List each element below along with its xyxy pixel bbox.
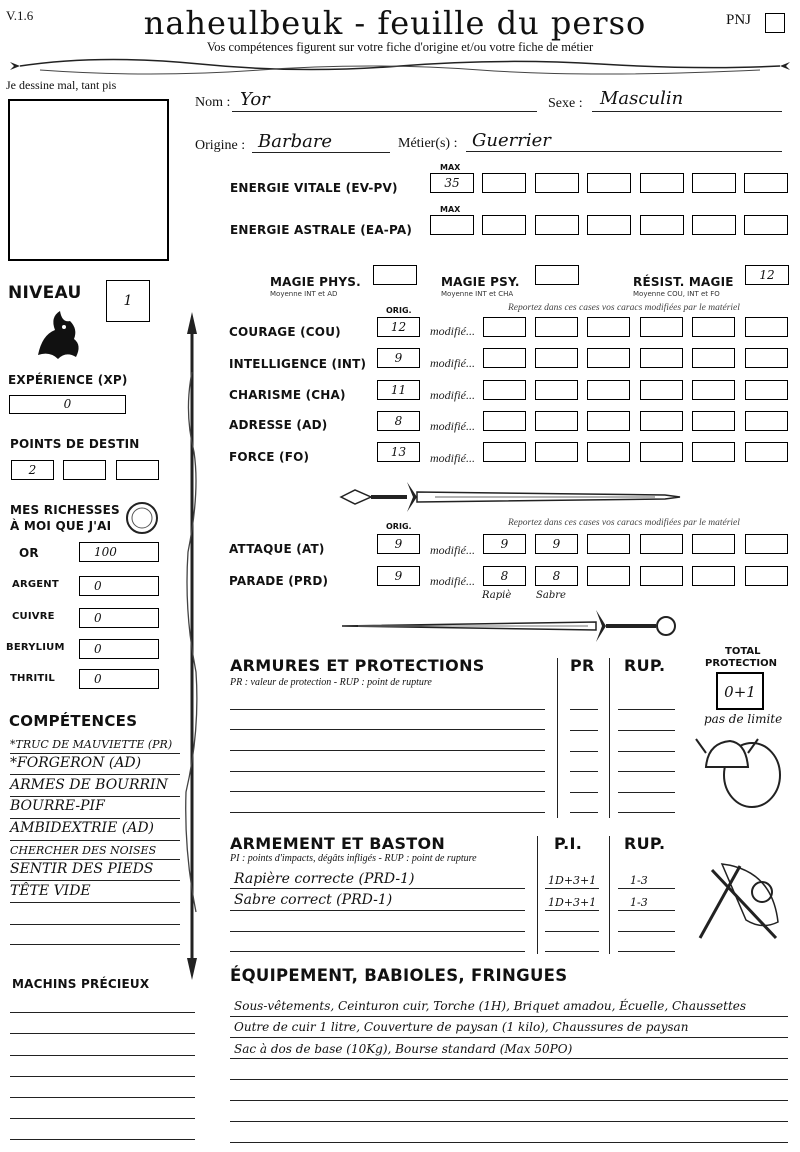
carac-mod-box[interactable] bbox=[640, 442, 683, 462]
metier-label: Métier(s) : bbox=[398, 136, 458, 151]
sword-icon bbox=[335, 480, 685, 514]
attaque-value: 9 bbox=[394, 537, 403, 551]
armement-pi-label: P.I. bbox=[554, 834, 583, 853]
charisme-value: 11 bbox=[390, 383, 407, 397]
parade-mod-box[interactable] bbox=[692, 566, 735, 586]
modifie-label: modifié... bbox=[430, 419, 475, 433]
adresse-box[interactable] bbox=[377, 411, 420, 431]
armures-rup-label: RUP. bbox=[624, 656, 666, 675]
destin-box[interactable] bbox=[63, 460, 106, 480]
destin-value: 2 bbox=[28, 463, 37, 477]
origine-value[interactable]: Barbare bbox=[258, 131, 333, 152]
page-title: naheulbeuk - feuille du perso bbox=[143, 4, 647, 42]
parade-box[interactable] bbox=[377, 566, 420, 586]
charisme-label: CHARISME (CHA) bbox=[229, 388, 346, 402]
attaque-mod-box[interactable] bbox=[692, 534, 735, 554]
attaque-mod-value: 9 bbox=[500, 537, 509, 551]
berylium-box[interactable] bbox=[79, 639, 159, 659]
carac-mod-box[interactable] bbox=[692, 380, 735, 400]
armement-rup-label: RUP. bbox=[624, 834, 666, 853]
parade-mod-value: 8 bbox=[500, 569, 509, 583]
ev-box[interactable] bbox=[744, 173, 788, 193]
col-sabre-label: Sabre bbox=[536, 590, 566, 601]
weapon-pi[interactable]: 1D+3+1 bbox=[548, 874, 597, 887]
carac-mod-box[interactable] bbox=[692, 348, 735, 368]
spear-icon bbox=[180, 312, 204, 980]
competence-item[interactable]: ARMES DE BOURRIN bbox=[10, 777, 168, 793]
carac-mod-box[interactable] bbox=[587, 411, 630, 431]
competence-item[interactable]: *FORGERON (AD) bbox=[10, 755, 142, 771]
helmet-shield-icon bbox=[694, 727, 786, 815]
xp-label: EXPÉRIENCE (XP) bbox=[8, 373, 128, 387]
ea-box[interactable] bbox=[535, 215, 579, 235]
competence-item[interactable]: AMBIDEXTRIE (AD) bbox=[10, 820, 155, 836]
ev-max-value: 35 bbox=[444, 176, 460, 190]
carac-mod-box[interactable] bbox=[745, 317, 788, 337]
magie-psy-sub: Moyenne INT et CHA bbox=[441, 290, 514, 298]
ev-box[interactable] bbox=[482, 173, 526, 193]
niveau-value: 1 bbox=[123, 293, 133, 309]
magie-phys-sub: Moyenne INT et AD bbox=[270, 290, 338, 298]
competence-item[interactable]: CHERCHER DES NOISES bbox=[10, 844, 157, 857]
attaque-mod-box[interactable] bbox=[745, 534, 788, 554]
competence-item[interactable]: SENTIR DES PIEDS bbox=[10, 861, 154, 877]
or-label: OR bbox=[19, 546, 39, 560]
thritil-box[interactable] bbox=[79, 669, 159, 689]
name-value[interactable]: Yor bbox=[240, 89, 270, 110]
modifie-label: modifié... bbox=[430, 356, 475, 370]
weapons-icon bbox=[692, 860, 786, 946]
equipement-line[interactable]: Sous-vêtements, Ceinturon cuir, Torche (1H), Briquet amadou, Écuelle, Chaussettes bbox=[234, 999, 747, 1013]
armures-label: ARMURES ET PROTECTIONS bbox=[230, 656, 485, 675]
argent-label: ARGENT bbox=[12, 579, 59, 590]
thritil-value: 0 bbox=[94, 672, 102, 686]
competence-item[interactable]: BOURRE-PIF bbox=[10, 798, 105, 814]
carac-mod-box[interactable] bbox=[640, 317, 683, 337]
armement-label: ARMEMENT ET BASTON bbox=[230, 834, 446, 853]
no-limit-label: pas de limite bbox=[704, 712, 783, 726]
competence-item[interactable]: TÊTE VIDE bbox=[10, 883, 91, 899]
weapon-rup[interactable]: 1-3 bbox=[630, 896, 648, 909]
charisme-box[interactable] bbox=[377, 380, 420, 400]
resist-magie-label: RÉSIST. MAGIE bbox=[633, 275, 734, 289]
dragon-icon bbox=[30, 305, 85, 365]
carac-mod-box[interactable] bbox=[483, 380, 526, 400]
carac-note: Reportez dans ces cases vos caracs modifiées par le matériel bbox=[508, 303, 740, 313]
total-protection-box[interactable] bbox=[716, 672, 764, 710]
cuivre-value: 0 bbox=[94, 611, 102, 625]
equipement-line[interactable]: Outre de cuir 1 litre, Couverture de paysan (1 kilo), Chaussures de paysan bbox=[234, 1020, 689, 1034]
competence-item[interactable]: *TRUC DE MAUVIETTE (PR) bbox=[10, 738, 173, 751]
carac-mod-box[interactable] bbox=[692, 442, 735, 462]
ev-box[interactable] bbox=[587, 173, 631, 193]
sexe-label: Sexe : bbox=[548, 96, 583, 111]
modifie-label: modifié... bbox=[430, 543, 475, 557]
sexe-value[interactable]: Masculin bbox=[600, 88, 684, 109]
force-label: FORCE (FO) bbox=[229, 450, 310, 464]
attaque-mod-box[interactable] bbox=[535, 534, 578, 554]
metier-value[interactable]: Guerrier bbox=[472, 130, 551, 151]
parade-mod-box[interactable] bbox=[640, 566, 683, 586]
ev-box[interactable] bbox=[640, 173, 684, 193]
adresse-value: 8 bbox=[394, 414, 403, 428]
adresse-label: ADRESSE (AD) bbox=[229, 418, 328, 432]
force-box[interactable] bbox=[377, 442, 420, 462]
intelligence-label: INTELLIGENCE (INT) bbox=[229, 357, 367, 371]
magie-phys-label: MAGIE PHYS. bbox=[270, 275, 361, 289]
carac-mod-box[interactable] bbox=[483, 442, 526, 462]
attaque-label: ATTAQUE (AT) bbox=[229, 542, 325, 556]
carac-mod-box[interactable] bbox=[745, 380, 788, 400]
competences-label: COMPÉTENCES bbox=[9, 712, 138, 730]
total-protection-value: 0+1 bbox=[724, 683, 756, 701]
carac-mod-box[interactable] bbox=[535, 317, 578, 337]
carac-mod-box[interactable] bbox=[745, 442, 788, 462]
total-label-1: TOTAL bbox=[725, 646, 761, 657]
niveau-label: NIVEAU bbox=[8, 283, 82, 303]
ev-box[interactable] bbox=[535, 173, 579, 193]
ea-label: ENERGIE ASTRALE (EA-PA) bbox=[230, 223, 413, 237]
magie-psy-box[interactable] bbox=[535, 265, 579, 285]
cuivre-label: CUIVRE bbox=[12, 611, 55, 622]
destin-label: POINTS DE DESTIN bbox=[10, 437, 140, 451]
col-rapiere-label: Rapiè bbox=[482, 590, 512, 601]
courage-value: 12 bbox=[390, 320, 407, 334]
or-value: 100 bbox=[94, 545, 117, 559]
resist-magie-box[interactable] bbox=[745, 265, 789, 285]
destin-box[interactable] bbox=[116, 460, 159, 480]
ea-max-label: MAX bbox=[440, 205, 461, 214]
carac-mod-box[interactable] bbox=[535, 411, 578, 431]
carac-mod-box[interactable] bbox=[640, 380, 683, 400]
attaque-mod-box[interactable] bbox=[587, 534, 630, 554]
argent-box[interactable] bbox=[79, 576, 159, 596]
carac-mod-box[interactable] bbox=[535, 442, 578, 462]
portrait-box[interactable] bbox=[8, 99, 169, 261]
carac-mod-box[interactable] bbox=[535, 380, 578, 400]
ev-box[interactable] bbox=[692, 173, 736, 193]
parade-mod-value: 8 bbox=[552, 569, 561, 583]
carac-mod-box[interactable] bbox=[640, 411, 683, 431]
combat-note: Reportez dans ces cases vos caracs modifiées par le matériel bbox=[508, 518, 740, 528]
carac-mod-box[interactable] bbox=[745, 348, 788, 368]
carac-mod-box[interactable] bbox=[587, 348, 630, 368]
resist-magie-sub: Moyenne COU, INT et FO bbox=[633, 290, 720, 298]
equipement-label: ÉQUIPEMENT, BABIOLES, FRINGUES bbox=[230, 966, 568, 985]
pnj-checkbox[interactable] bbox=[765, 13, 785, 33]
carac-mod-box[interactable] bbox=[483, 411, 526, 431]
ea-box[interactable] bbox=[692, 215, 736, 235]
courage-box[interactable] bbox=[377, 317, 420, 337]
armures-sub: PR : valeur de protection - RUP : point de rupture bbox=[230, 677, 432, 688]
ev-label: ENERGIE VITALE (EV-PV) bbox=[230, 181, 398, 195]
equipement-line[interactable]: Sac à dos de base (10Kg), Bourse standard (Max 50PO) bbox=[234, 1042, 573, 1056]
parade-mod-box[interactable] bbox=[535, 566, 578, 586]
decorative-vine-icon bbox=[0, 52, 800, 82]
magie-psy-label: MAGIE PSY. bbox=[441, 275, 520, 289]
combat-orig-label: ORIG. bbox=[386, 522, 412, 531]
carac-mod-box[interactable] bbox=[483, 317, 526, 337]
resist-magie-value: 12 bbox=[759, 268, 775, 282]
carac-mod-box[interactable] bbox=[587, 442, 630, 462]
total-label-2: PROTECTION bbox=[705, 658, 777, 669]
modifie-label: modifié... bbox=[430, 574, 475, 588]
weapon-pi[interactable]: 1D+3+1 bbox=[548, 896, 597, 909]
argent-value: 0 bbox=[94, 579, 102, 593]
ea-box[interactable] bbox=[640, 215, 684, 235]
attaque-mod-value: 9 bbox=[552, 537, 561, 551]
xp-box[interactable] bbox=[9, 395, 126, 414]
portrait-label: Je dessine mal, tant pis bbox=[6, 78, 117, 92]
armures-pr-label: PR bbox=[570, 656, 595, 675]
armement-sub: PI : points d'impacts, dégâts infligés - RUP : point de rupture bbox=[230, 853, 477, 864]
page-subtitle: Vos compétences figurent sur votre fiche d'origine et/ou votre fiche de métier bbox=[206, 40, 594, 54]
carac-mod-box[interactable] bbox=[587, 380, 630, 400]
ea-box[interactable] bbox=[744, 215, 788, 235]
modifie-label: modifié... bbox=[430, 324, 475, 338]
parade-mod-box[interactable] bbox=[745, 566, 788, 586]
weapon-name[interactable]: Sabre correct (PRD-1) bbox=[234, 892, 393, 908]
parade-mod-box[interactable] bbox=[483, 566, 526, 586]
ev-max-label: MAX bbox=[440, 163, 461, 172]
berylium-label: BERYLIUM bbox=[6, 642, 65, 653]
parade-mod-box[interactable] bbox=[587, 566, 630, 586]
origine-label: Origine : bbox=[195, 138, 246, 153]
carac-mod-box[interactable] bbox=[587, 317, 630, 337]
carac-mod-box[interactable] bbox=[745, 411, 788, 431]
version-label: V.1.6 bbox=[6, 8, 34, 23]
attaque-mod-box[interactable] bbox=[640, 534, 683, 554]
carac-mod-box[interactable] bbox=[692, 317, 735, 337]
courage-label: COURAGE (COU) bbox=[229, 325, 341, 339]
carac-mod-box[interactable] bbox=[535, 348, 578, 368]
xp-value: 0 bbox=[63, 397, 72, 411]
pnj-label: PNJ bbox=[726, 12, 752, 28]
intelligence-box[interactable] bbox=[377, 348, 420, 368]
carac-orig-label: ORIG. bbox=[386, 306, 412, 315]
parade-value: 9 bbox=[394, 569, 403, 583]
weapon-rup[interactable]: 1-3 bbox=[630, 874, 648, 887]
machins-label: MACHINS PRÉCIEUX bbox=[12, 977, 150, 991]
carac-mod-box[interactable] bbox=[483, 348, 526, 368]
ea-box[interactable] bbox=[482, 215, 526, 235]
ea-box[interactable] bbox=[587, 215, 631, 235]
thritil-label: THRITIL bbox=[10, 673, 55, 684]
coin-icon bbox=[124, 500, 160, 536]
ev-max-box[interactable] bbox=[430, 173, 474, 193]
or-box[interactable] bbox=[79, 542, 159, 562]
niveau-box[interactable] bbox=[106, 280, 150, 322]
force-value: 13 bbox=[390, 445, 407, 459]
attaque-box[interactable] bbox=[377, 534, 420, 554]
sword-icon bbox=[338, 606, 683, 644]
name-label: Nom : bbox=[195, 95, 231, 110]
destin-box[interactable] bbox=[11, 460, 54, 480]
berylium-value: 0 bbox=[94, 642, 102, 656]
cuivre-box[interactable] bbox=[79, 608, 159, 628]
ea-max-box[interactable] bbox=[430, 215, 474, 235]
intelligence-value: 9 bbox=[394, 351, 403, 365]
carac-mod-box[interactable] bbox=[692, 411, 735, 431]
attaque-mod-box[interactable] bbox=[483, 534, 526, 554]
richesses-label-2: À MOI QUE J'AI bbox=[10, 519, 112, 533]
parade-label: PARADE (PRD) bbox=[229, 574, 329, 588]
weapon-name[interactable]: Rapière correcte (PRD-1) bbox=[234, 871, 415, 887]
modifie-label: modifié... bbox=[430, 388, 475, 402]
magie-phys-box[interactable] bbox=[373, 265, 417, 285]
richesses-label-1: MES RICHESSES bbox=[10, 503, 120, 517]
carac-mod-box[interactable] bbox=[640, 348, 683, 368]
modifie-label: modifié... bbox=[430, 451, 475, 465]
